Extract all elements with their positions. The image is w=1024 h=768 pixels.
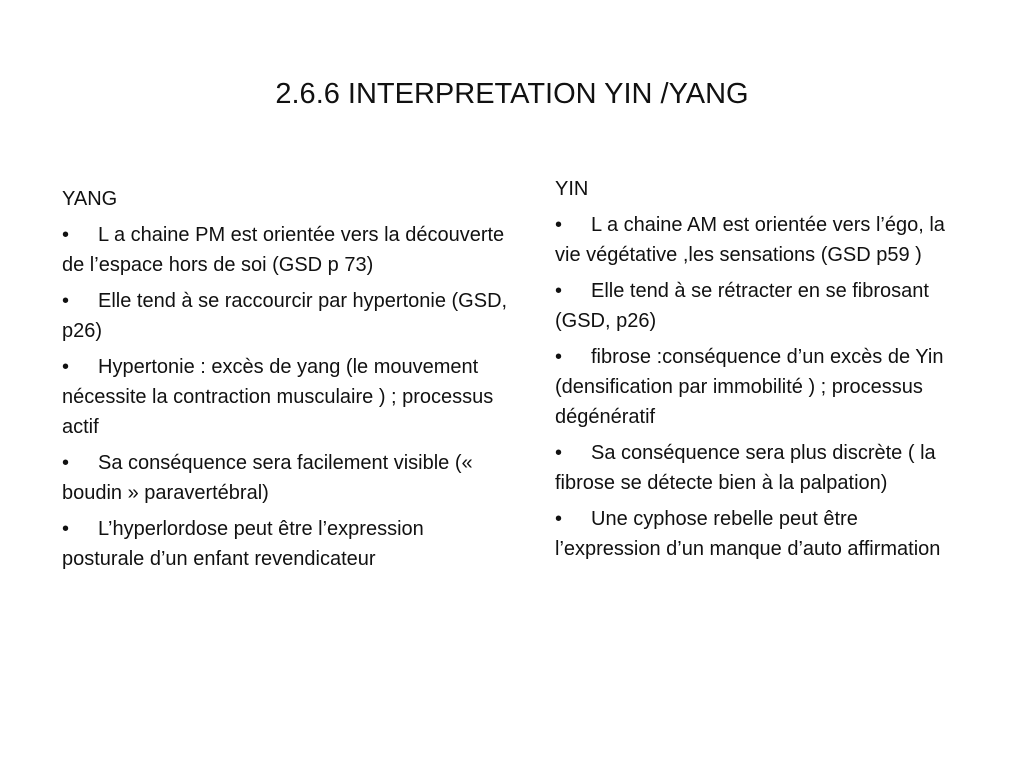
- yin-item-text: L a chaine AM est orientée vers l’égo, la vie végétative ,les sensations (GSD p59 ): [555, 214, 945, 266]
- yin-item-text: Une cyphose rebelle peut être l’expression d’un manque d’auto affirmation: [555, 508, 941, 560]
- bullet: •: [62, 356, 70, 378]
- yang-item: [62, 286, 508, 346]
- yang-item-text: Sa conséquence sera facilement visible (« boudin » paravertébral): [62, 452, 473, 504]
- yang-item-text: Hypertonie : excès de yang (le mouvement nécessite la contraction musculaire ) ; processus actif: [62, 356, 494, 438]
- yin-item: [555, 210, 955, 270]
- bullet: •: [555, 346, 563, 368]
- yin-item-text: Sa conséquence sera plus discrète ( la fibrose se détecte bien à la palpation): [555, 442, 936, 494]
- yin-item: [555, 276, 955, 336]
- yang-item-text: Elle tend à se raccourcir par hypertonie (GSD, p26): [62, 290, 508, 342]
- yang-item-text: L a chaine PM est orientée vers la découverte de l’espace hors de soi (GSD p 73): [62, 224, 505, 276]
- yang-column: [62, 184, 508, 580]
- yang-item: [62, 220, 508, 280]
- yang-item: [62, 352, 508, 442]
- yin-item: [555, 438, 955, 498]
- yang-item: [62, 514, 508, 574]
- slide-title: 2.6.6 INTERPRETATION YIN /YANG: [275, 78, 749, 110]
- bullet: •: [62, 224, 70, 246]
- yin-heading: YIN: [555, 178, 589, 200]
- yin-column: [555, 174, 955, 570]
- yin-item: [555, 504, 955, 564]
- bullet: •: [62, 518, 70, 540]
- yin-item-text: fibrose :conséquence d’un excès de Yin (densification par immobilité ) ; processus dégénératif: [555, 346, 944, 428]
- yang-item: [62, 448, 508, 508]
- yang-item-text: L’hyperlordose peut être l’expression posturale d’un enfant revendicateur: [62, 518, 424, 570]
- bullet: •: [555, 280, 563, 302]
- yang-heading: YANG: [62, 188, 118, 210]
- bullet: •: [555, 508, 563, 530]
- bullet: •: [62, 290, 70, 312]
- bullet: •: [555, 442, 563, 464]
- bullet: •: [62, 452, 70, 474]
- yin-item: [555, 342, 955, 432]
- bullet: •: [555, 214, 563, 236]
- yin-item-text: Elle tend à se rétracter en se fibrosant (GSD, p26): [555, 280, 929, 332]
